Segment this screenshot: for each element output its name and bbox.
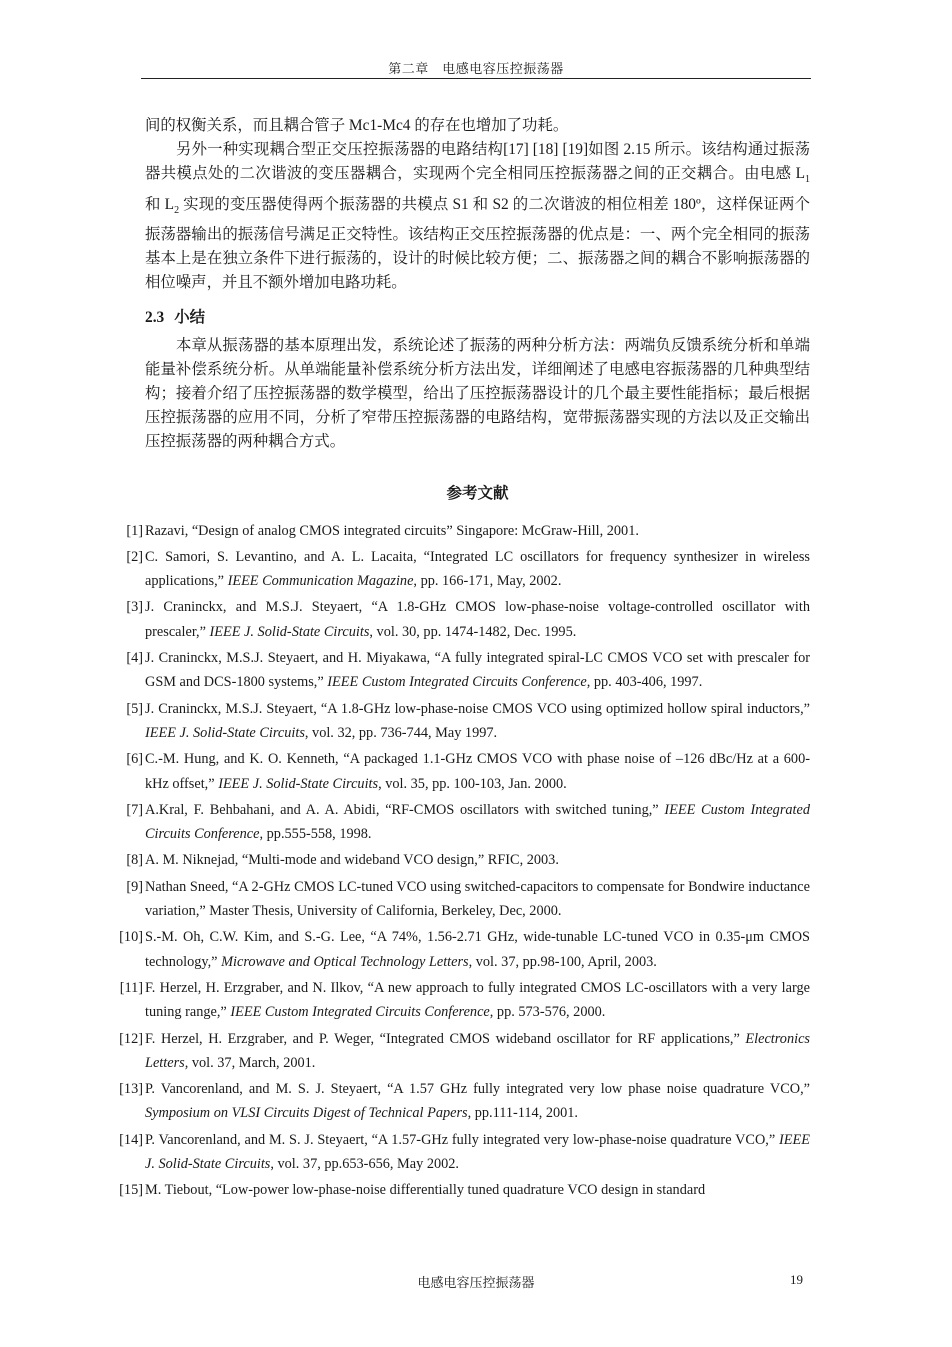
reference-text [145, 976, 810, 1025]
reference-item [126, 747, 810, 796]
reference-venue: Symposium on VLSI Circuits Digest of Technical Papers [145, 1105, 468, 1122]
reference-item [126, 697, 810, 746]
section-summary-paragraph: 本章从振荡器的基本原理出发，系统论述了振荡的两种分析方法：两端负反馈系统分析和单端能量补偿系统分析。从单端能量补偿系统分析方法出发，详细阐述了电感电容振荡器的几种典型结构；接着介绍了压控振荡器的数学模型，给出了压控振荡器设计的几个最主要性能指标；最后根据压控振荡器的应用不同，分析了窄带压控振荡器的电路结构，宽带振荡器实现的方法以及正交输出压控振荡器的两种耦合方式。 [145, 336, 810, 451]
reference-authors-title: P. Vancorenland, and M. S. J. Steyaert, “A 1.57-GHz fully integrated very low-phase-noise quadrature VCO,” [145, 1131, 780, 1148]
reference-text [145, 1128, 810, 1177]
reference-venue: IEEE Custom Integrated Circuits Conference [230, 1004, 490, 1021]
reference-number: [4] [126, 650, 143, 667]
reference-text [145, 519, 810, 543]
reference-venue: IEEE J. Solid-State Circuits [145, 1131, 810, 1173]
reference-text [145, 798, 810, 847]
reference-number: [12] [119, 1030, 143, 1047]
reference-number: [8] [126, 852, 143, 869]
paragraph-text: 和 L [145, 195, 175, 213]
reference-number: [5] [126, 700, 143, 717]
reference-venue: IEEE J. Solid-State Circuits [209, 623, 370, 640]
reference-authors-title: J. Craninckx, M.S.J. Steyaert, “A 1.8-GHz low-phase-noise CMOS VCO using optimized hollow spiral inductors,” [145, 700, 810, 717]
reference-details: , pp. 166-171, May, 2002. [413, 573, 562, 590]
reference-text [145, 1178, 810, 1202]
reference-venue: IEEE J. Solid-State Circuits [218, 775, 379, 792]
reference-item [119, 1027, 810, 1076]
reference-authors-title: S.-M. Oh, C.W. Kim, and S.-G. Lee, “A 74%, 1.56-2.71 GHz, wide-tunable LC-tuned VCO in 0.35-μm CMOS technology,” [145, 929, 810, 970]
reference-details: , vol. 37, pp.98-100, April, 2003. [468, 953, 657, 970]
reference-number: [10] [119, 929, 143, 946]
section-title: 小结 [174, 308, 206, 326]
footer-title: 电感电容压控振荡器 [417, 1275, 535, 1290]
reference-authors-title: C. Samori, S. Levantino, and A. L. Lacaita, “Integrated LC oscillators for frequency synthesizer in wireless applications,” [145, 548, 810, 590]
running-header: 第二章 电感电容压控振荡器 [388, 61, 564, 76]
reference-number: [2] [126, 548, 143, 565]
reference-item [126, 848, 810, 872]
reference-details: , pp.111-114, 2001. [467, 1105, 579, 1122]
reference-details: , vol. 32, pp. 736-744, May 1997. [304, 724, 498, 741]
reference-venue: IEEE Custom Integrated Circuits Conference [327, 674, 587, 691]
reference-item [126, 595, 810, 644]
reference-number: [7] [126, 801, 143, 818]
reference-item [126, 545, 810, 594]
reference-details: , pp. 573-576, 2000. [489, 1004, 606, 1021]
reference-number: [13] [119, 1081, 143, 1098]
reference-text [145, 697, 810, 746]
reference-venue: Electronics Letters, [145, 1030, 810, 1071]
reference-number: [14] [119, 1131, 143, 1148]
reference-authors-title: M. Tiebout, “Low-power low-phase-noise differentially tuned quadrature VCO design in standard [145, 1182, 706, 1199]
reference-item [119, 1178, 810, 1202]
reference-authors-title: J. Craninckx, M.S.J. Steyaert, and H. Miyakawa, “A fully integrated spiral-LC CMOS VCO set with prescaler for GSM and DCS-1800 systems,” [145, 650, 810, 691]
reference-details: , pp. 403-406, 1997. [586, 674, 703, 691]
references-heading: 参考文献 [446, 484, 509, 502]
subscript: 1 [805, 174, 810, 186]
reference-item [126, 519, 810, 543]
reference-text [145, 646, 810, 695]
paragraph-text: 另外一种实现耦合型正交压控振荡器的电路结构[17] [18] [19]如图 2.15 所示。该结构通过振荡器共模点处的二次谐波的变压器耦合，实现两个完全相同压控振荡器之间的正交耦合。由电感 L [145, 141, 810, 183]
reference-authors-title: F. Herzel, H. Erzgraber, and N. Ilkov, “A new approach to fully integrated CMOS LC-oscillators with a very large tuning range,” [145, 979, 810, 1021]
page-body [119, 114, 810, 1205]
subscript: 2 [174, 204, 180, 216]
reference-venue: IEEE Communication Magazine [227, 573, 414, 590]
paragraph-coupled-qvco [145, 138, 810, 295]
reference-details: , vol. 30, pp. 1474-1482, Dec. 1995. [369, 623, 577, 640]
reference-item [126, 646, 810, 695]
reference-authors-title: Nathan Sneed, “A 2-GHz CMOS LC-tuned VCO using switched-capacitors to compensate for Bondwire inductance variation,” Master Thesis, University of California, Berkeley, Dec, 2000. [145, 878, 810, 920]
reference-authors-title: J. Craninckx, and M.S.J. Steyaert, “A 1.8-GHz CMOS low-phase-noise voltage-controlled oscillator with prescaler,” [145, 599, 810, 640]
reference-number: [3] [126, 599, 143, 616]
reference-details: , vol. 37, pp.653-656, May 2002. [270, 1156, 459, 1173]
reference-venue: IEEE J. Solid-State Circuits [145, 724, 305, 741]
reference-text [145, 1027, 810, 1076]
reference-authors-title: P. Vancorenland, and M. S. J. Steyaert, “A 1.57 GHz fully integrated very low phase noise quadrature VCO,” [145, 1081, 810, 1098]
reference-venue: IEEE Custom Integrated Circuits Conference [145, 801, 810, 843]
reference-text [145, 595, 810, 644]
reference-authors-title: A. M. Niknejad, “Multi-mode and wideband VCO design,” RFIC, 2003. [145, 852, 559, 869]
reference-number: [15] [119, 1182, 143, 1199]
reference-text [145, 545, 810, 594]
page-number: 19 [790, 1272, 803, 1287]
reference-authors-title: Razavi, “Design of analog CMOS integrated circuits” Singapore: McGraw-Hill, 2001. [145, 522, 639, 539]
reference-authors-title: F. Herzel, H. Erzgraber, and P. Weger, “Integrated CMOS wideband oscillator for RF applications,” [145, 1030, 746, 1047]
reference-venue: Microwave and Optical Technology Letters [221, 953, 469, 970]
reference-number: [1] [126, 522, 143, 539]
header-rule [141, 78, 811, 79]
reference-number: [9] [126, 878, 143, 895]
paragraph-continuation: 间的权衡关系，而且耦合管子 Mc1-Mc4 的存在也增加了功耗。 [145, 117, 569, 134]
reference-details: , pp.555-558, 1998. [259, 826, 372, 843]
section-heading [145, 306, 810, 330]
reference-authors-title: A.Kral, F. Behbahani, and A. A. Abidi, “RF-CMOS oscillators with switched tuning,” [145, 801, 665, 818]
reference-text [145, 1077, 810, 1126]
section-number: 2.3 [145, 308, 165, 326]
reference-item [119, 1077, 810, 1126]
reference-text [145, 925, 810, 974]
reference-item [119, 925, 810, 974]
reference-text [145, 848, 810, 872]
paragraph-text: 实现的变压器使得两个振荡器的共模点 S1 和 S2 的二次谐波的相位相差 180º，这样保证两个振荡器输出的振荡信号满足正交特性。该结构正交压控振荡器的优点是：一、两个完全相同的振荡基本上是在独立条件下进行振荡的，设计的时候比较方便；二、振荡器之间的耦合不影响振荡器的相位噪声，并且不额外增加电路功耗。 [145, 195, 810, 292]
reference-details: vol. 37, March, 2001. [188, 1054, 316, 1071]
reference-text [145, 875, 810, 924]
reference-item [119, 976, 810, 1025]
reference-authors-title: C.-M. Hung, and K. O. Kenneth, “A packaged 1.1-GHz CMOS VCO with phase noise of –126 dBc/Hz at a 600-kHz offset,” [145, 751, 810, 792]
reference-item [119, 1128, 810, 1177]
reference-text [145, 747, 810, 796]
reference-number: [6] [126, 751, 143, 768]
reference-item [126, 875, 810, 924]
reference-details: , vol. 35, pp. 100-103, Jan. 2000. [378, 775, 567, 792]
reference-list [119, 519, 810, 1203]
reference-item [126, 798, 810, 847]
reference-number: [11] [119, 979, 143, 996]
